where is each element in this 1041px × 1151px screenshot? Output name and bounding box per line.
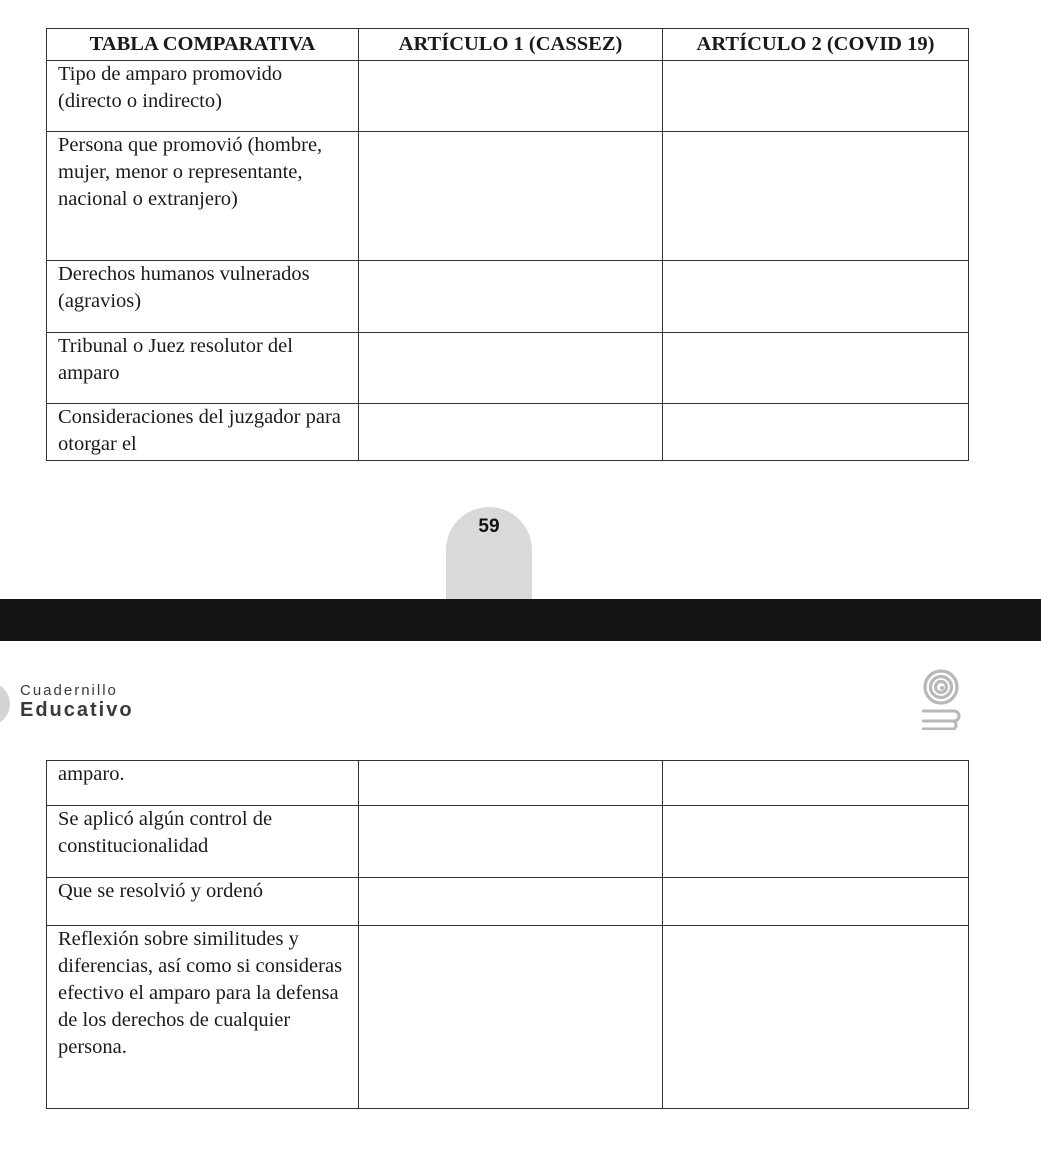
answer-cell-articulo-1[interactable]	[359, 878, 663, 926]
answer-cell-articulo-2[interactable]	[663, 61, 969, 132]
table-row	[47, 926, 969, 1109]
header-articulo-1: ARTÍCULO 1 (CASSEZ)	[359, 29, 663, 61]
spiral-books-logo-icon	[918, 668, 964, 730]
table-header-row	[47, 29, 969, 61]
brand-logotype	[20, 683, 134, 721]
answer-cell-articulo-1[interactable]	[359, 926, 663, 1109]
answer-cell-articulo-2[interactable]	[663, 404, 969, 461]
answer-cell-articulo-1[interactable]	[359, 61, 663, 132]
table-row	[47, 761, 969, 806]
row-label-persona-promovio: Persona que promovió (hombre, mujer, menor o representante, nacional o extranjero)	[47, 132, 359, 261]
answer-cell-articulo-2[interactable]	[663, 806, 969, 878]
table-row	[47, 132, 969, 261]
answer-cell-articulo-2[interactable]	[663, 878, 969, 926]
row-label-resolvio-ordeno: Que se resolvió y ordenó	[47, 878, 359, 926]
table-row	[47, 261, 969, 333]
answer-cell-articulo-1[interactable]	[359, 761, 663, 806]
row-label-reflexion: Reflexión sobre similitudes y diferencias, así como si consideras efectivo el amparo para la defensa de los derechos de cualquier persona.	[47, 926, 359, 1109]
answer-cell-articulo-1[interactable]	[359, 333, 663, 404]
answer-cell-articulo-1[interactable]	[359, 132, 663, 261]
comparison-table-part-2	[46, 760, 969, 1109]
brand-line-1: Cuadernillo	[20, 682, 118, 699]
header-tabla-comparativa: TABLA COMPARATIVA	[47, 29, 359, 61]
answer-cell-articulo-1[interactable]	[359, 806, 663, 878]
row-label-tipo-amparo: Tipo de amparo promovido (directo o indirecto)	[47, 61, 359, 132]
brand-line-2: Educativo	[20, 699, 134, 721]
answer-cell-articulo-2[interactable]	[663, 132, 969, 261]
answer-cell-articulo-1[interactable]	[359, 404, 663, 461]
brand-tab-decoration	[0, 682, 10, 726]
table-row	[47, 806, 969, 878]
table-row	[47, 878, 969, 926]
page-number: 59	[478, 516, 500, 537]
page-number-tab	[446, 507, 532, 607]
table-row	[47, 404, 969, 461]
row-label-control-constitucionalidad: Se aplicó algún control de constitucionalidad	[47, 806, 359, 878]
comparison-table-part-1	[46, 28, 969, 461]
table-row	[47, 61, 969, 132]
row-label-amparo-continuation: amparo.	[47, 761, 359, 806]
header-articulo-2: ARTÍCULO 2 (COVID 19)	[663, 29, 969, 61]
row-label-tribunal-juez: Tribunal o Juez resolutor del amparo	[47, 333, 359, 404]
answer-cell-articulo-2[interactable]	[663, 761, 969, 806]
table-row	[47, 333, 969, 404]
answer-cell-articulo-1[interactable]	[359, 261, 663, 333]
answer-cell-articulo-2[interactable]	[663, 261, 969, 333]
answer-cell-articulo-2[interactable]	[663, 333, 969, 404]
row-label-consideraciones: Consideraciones del juzgador para otorgar el	[47, 404, 359, 461]
page-divider-band	[0, 599, 1041, 641]
row-label-derechos-humanos: Derechos humanos vulnerados (agravios)	[47, 261, 359, 333]
answer-cell-articulo-2[interactable]	[663, 926, 969, 1109]
